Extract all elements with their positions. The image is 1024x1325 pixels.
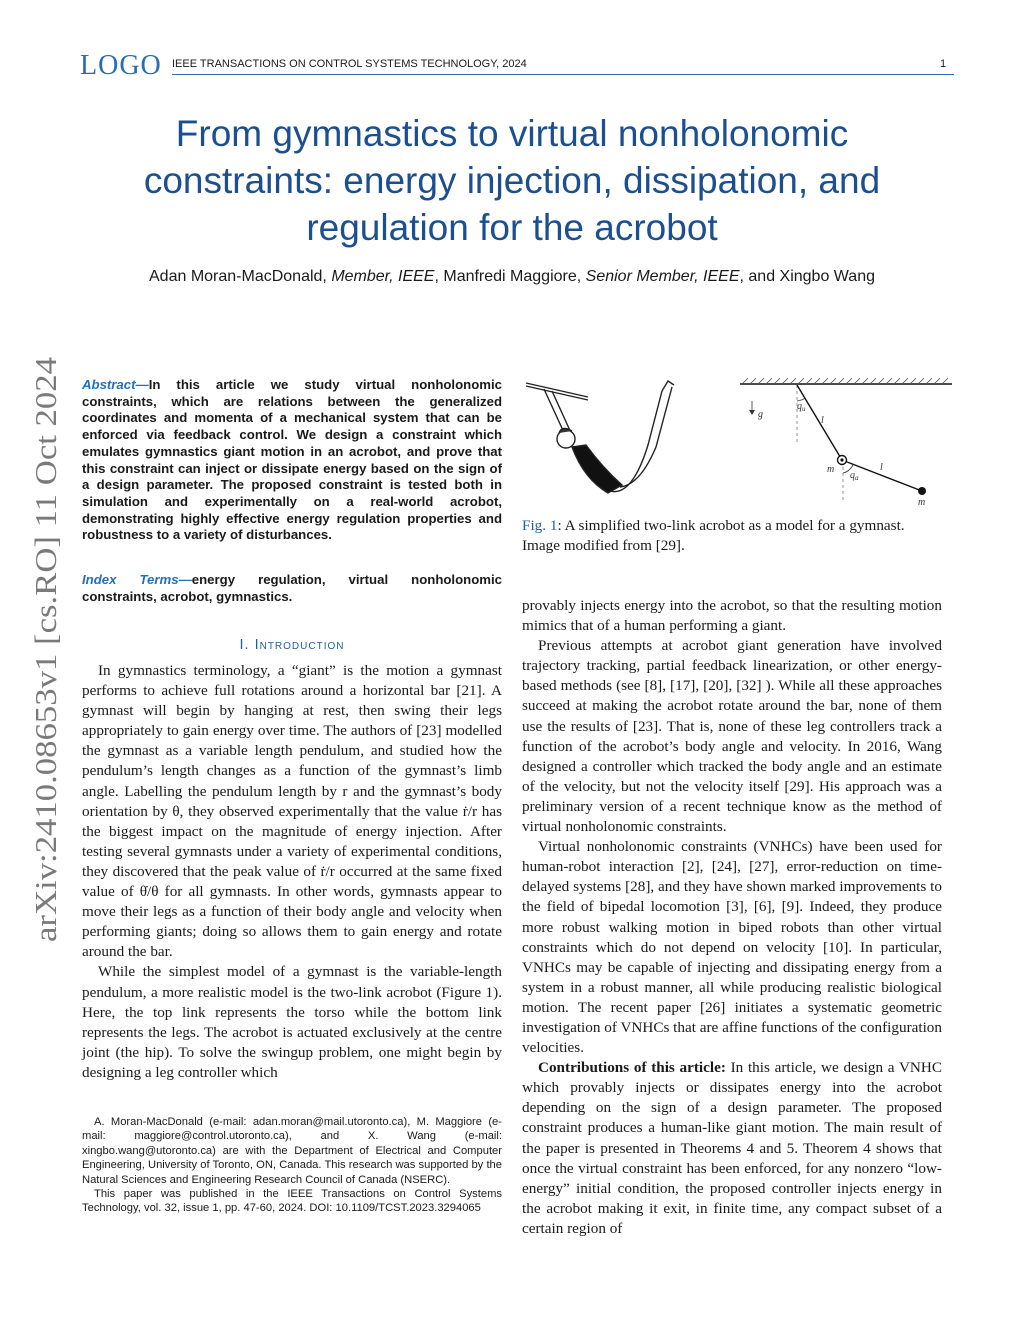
gravity-arrowhead xyxy=(749,410,755,415)
right-column-body xyxy=(522,596,942,1239)
footnote-publication: This paper was published in the IEEE Transactions on Control Systems Technology, vol. 32, issue 1, pp. 47-60, 2024. DOI: 10.1109/TCST.2023.3294065 xyxy=(82,1188,502,1215)
contributions-lead: Contributions of this article: xyxy=(538,1059,726,1077)
paragraph: Previous attempts at acrobot giant generation have involved trajectory tracking, partial feedback linearization, or other energy-based methods (see [8], [17], [20], [32] ). While all these approaches succeed at making the acrobot rotate around the bar, none of them use the results of [23]. That is, none of these leg controllers track a function of the acrobot’s body angle and velocity. In 2016, Wang designed a controller which tracked the body angle and an estimate of the velocity, but not the velocity itself [29]. His approach was a preliminary version of a recent technique know as the method of virtual nonholonomic constraints. xyxy=(522,637,942,836)
author-2: , Manfredi Maggiore, xyxy=(434,268,586,285)
page-number: 1 xyxy=(940,58,947,70)
index-terms-lead: Index Terms— xyxy=(82,572,192,587)
figure-caption-label[interactable]: Fig. 1 xyxy=(522,517,558,534)
author-3: , and Xingbo Wang xyxy=(739,268,875,285)
angle-label-qa: q xyxy=(850,470,855,481)
hip-joint-center xyxy=(840,458,843,461)
angle-label-qu: q xyxy=(797,401,802,412)
svg-text:qa xyxy=(850,470,859,482)
paragraph xyxy=(522,1058,942,1239)
gymnast-torso xyxy=(572,445,622,493)
paragraph: Virtual nonholonomic constraints (VNHCs) have been used for human-robot interaction [2], [24], [27], error-reduction on time-delayed systems [28], and they have shown marked improvements to the field of bipedal locomotion [3], [6], [9]. Indeed, they produce more robust walking motion in biped robots than other virtual constraints which do not depend on velocity [10]. In particular, VNHCs may be capable of injecting and dissipating energy from a system in a robust manner, all while producing realistic biological motion. The recent paper [26] initiates a systematic geometric investigation of VNHCs that are affine functions of the configuration velocities. xyxy=(522,838,942,1057)
upper-link xyxy=(797,385,842,460)
horizontal-bar xyxy=(526,383,588,397)
upper-link-length-label: l xyxy=(821,415,824,426)
author-line xyxy=(40,268,984,286)
gymnast-feet xyxy=(662,381,674,391)
lower-link-length-label: l xyxy=(880,462,883,473)
index-terms xyxy=(82,572,502,605)
gravity-label: g xyxy=(758,409,763,420)
contributions-text: In this article, we design a VNHC which provably injects or dissipates energy into the acrobot depending on the sign of a design parameter. The proposed constraint produces a human-like giant motion. The main result of the paper is presented in Theorems 4 and 5. Theorem 4 shows that once the virtual constraint has been enforced, for any nonzero “low-energy” initial condition, the proposed controller injects energy in the acrobot making it exit, in finite time, any compact subset of a certain region of xyxy=(522,1059,942,1237)
section-heading xyxy=(82,637,502,653)
paragraph: In gymnastics terminology, a “giant” is the motion a gymnast performs to achieve full rotations around a horizontal bar [21]. A gymnast will begin by hanging at rest, then swing their legs appropriately to gain energy over time. The authors of [23] modelled the gymnast as a variable length pendulum, and studied how the pendulum’s length changes as a function of the gymnast’s limb angle. Labelling the pendulum length by r and the gymnast’s body orientation by θ, they observed experimentally that the value ṙ/r has the biggest impact on the magnitude of energy injection. After testing several gymnasts under a variety of experimental conditions, they discovered that the peak value of ṙ/r occurred at the same fixed value of θ̇/θ for all gymnasts. In other words, gymnasts appear to move their legs as a function of their body angle and velocity when performing giants; doing so allows them to gain energy and rotate around the bar. xyxy=(82,662,502,961)
end-mass-label: m xyxy=(918,497,926,508)
paper-title: From gymnastics to virtual nonholonomic constraints: energy injection, dissipation, and regulation for the acrobot xyxy=(143,113,881,248)
index-terms-text: energy regulation, virtual nonholonomic constraints, acrobot, gymnastics. xyxy=(82,572,502,604)
arxiv-stamp-text: arXiv:2410.08653v1 [cs.RO] 11 Oct 2024 xyxy=(28,419,63,942)
journal-logo: LOGO xyxy=(80,50,162,81)
footnote xyxy=(82,1115,502,1216)
abstract-lead: Abstract— xyxy=(82,377,149,392)
header-rule xyxy=(172,74,954,75)
gymnast-illustration xyxy=(526,381,674,493)
arxiv-stamp xyxy=(0,350,80,950)
paragraph: provably injects energy into the acrobot, so that the resulting motion mimics that of a human performing a giant. xyxy=(522,597,942,635)
footnote-affiliations: A. Moran-MacDonald (e-mail: adan.moran@mail.utoronto.ca), M. Maggiore (e-mail: maggiore@control.utoronto.ca), and X. Wang (e-mail: xingbo.wang@utoronto.ca) are with the Department of Electrical and Computer Engineering, University of Toronto, ON, Canada. This research was supported by the Natural Sciences and Engineering Research Council of Canada (NSERC). xyxy=(82,1116,502,1186)
ceiling-hatch xyxy=(742,378,948,384)
author-1: Adan Moran-MacDonald, xyxy=(149,268,332,285)
left-column-body xyxy=(82,661,502,1083)
abstract-text: In this article we study virtual nonholonomic constraints, which are relations between the generalized coordinates and momenta of a mechanical system that can be enforced via feedback control. We design a constraint which emulates gymnastics giant motion in an acrobot, and prove that this constraint can inject or dissipate energy based on the sign of a design parameter. The proposed constraint is tested both in simulation and experimentally on a real-world acrobot, demonstrating highly effective energy regulation properties and robustness to a variety of disturbances. xyxy=(82,377,502,543)
figure-caption xyxy=(522,516,942,556)
angle-label-qa-subscript: a xyxy=(855,474,859,482)
svg-text:qu xyxy=(797,401,806,413)
end-mass xyxy=(918,487,926,495)
figure-1 xyxy=(522,375,952,510)
author-2-role: Senior Member, IEEE xyxy=(585,268,740,285)
hip-mass-label: m xyxy=(827,464,835,475)
angle-label-qu-subscript: u xyxy=(802,405,806,413)
section-number: I. xyxy=(239,637,255,653)
journal-header: IEEE TRANSACTIONS ON CONTROL SYSTEMS TECHNOLOGY, 2024 xyxy=(172,58,527,70)
paragraph: While the simplest model of a gymnast is the variable-length pendulum, a more realistic model is the two-link acrobot (Figure 1). Here, the top link represents the torso while the bottom link represents the legs. The acrobot is actuated exclusively at the centre joint (the hip). To solve the swingup problem, one might begin by designing a leg controller which xyxy=(82,963,502,1081)
horizontal-bar-shadow xyxy=(526,386,588,400)
figure-caption-text: : A simplified two-link acrobot as a model for a gymnast. Image modified from [29]. xyxy=(522,517,905,555)
acrobot-schematic xyxy=(740,378,952,508)
section-title: Introduction xyxy=(254,637,345,653)
abstract xyxy=(82,377,502,544)
author-1-role: Member, IEEE xyxy=(331,268,435,285)
gymnast-leg xyxy=(620,387,672,487)
gymnast-leg xyxy=(610,391,662,492)
